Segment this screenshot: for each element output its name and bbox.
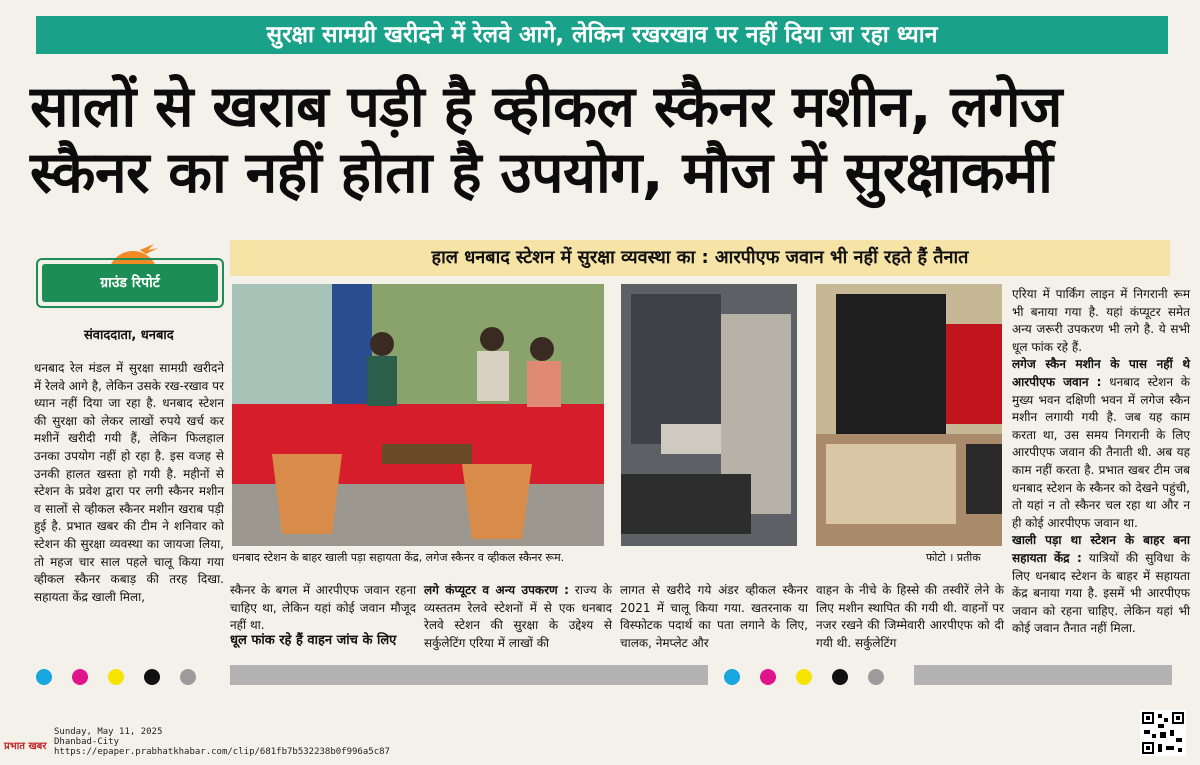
article-column-2: स्कैनर के बगल में आरपीएफ जवान रहना चाहिए था, लेकिन यहां कोई जवान मौजूद नहीं था. [230, 583, 416, 633]
byline: संवाददाता, धनबाद [84, 328, 174, 343]
article-column-1: धनबाद रेल मंडल में सुरक्षा सामग्री खरीदने में रेलवे आगे है, लेकिन उसके रख-रखाव पर ध्यान नहीं दिया जा रहा है. धनबाद स्टेशन की सुरक्षा को लेकर लाखों रुपये खर्च कर मशीनें खरीदी गयी हैं, लेकिन फिलहाल उनका उपयोग नहीं हो रहा है. इस वजह से उनकी हालत खस्ता हो गयी है. महीनों से स्टेशन के प्रवेश द्वारा पर लगी स्कैनर मशीन व सालों से व्हीकल स्कैनर मशीन खराब पड़ी हुई है. प्रभात खबर की टीम ने शनिवार को स्टेशन की सुरक्षा व्यवस्था का जायजा लिया, तो महज चार साल पहले चालू किया गया व्हीकल स्कैनर कबाड़ की तरह दिखा. सहायता केंद्र खाली मिला, [34, 361, 224, 604]
registration-dot-gray [868, 669, 884, 685]
column-2-subheading: धूल फांक रहे हैं वाहन जांच के लिए [230, 633, 397, 648]
registration-dots-left [36, 669, 216, 689]
registration-dot-black [144, 669, 160, 685]
footer-url[interactable]: https://epaper.prabhatkhabar.com/clip/681fb7b532238b0f996a5c87 [54, 747, 390, 757]
registration-dot-gray [180, 669, 196, 685]
subhead-banner: हाल धनबाद स्टेशन में सुरक्षा व्यवस्था का : आरपीएफ जवान भी नहीं रहते हैं तैनात [230, 240, 1170, 276]
footer-date: Sunday, May 11, 2025 [54, 727, 163, 737]
badge-label: ग्राउंड रिपोर्ट [42, 264, 218, 302]
registration-dot-yellow [796, 669, 812, 685]
luggage-scanner-image-icon [621, 284, 797, 546]
registration-dot-magenta [72, 669, 88, 685]
registration-dot-cyan [724, 669, 740, 685]
vehicle-scanner-room-image-icon [816, 284, 1002, 546]
column-3-text: राज्य के व्यस्ततम रेलवे स्टेशनों में से एक धनबाद रेलवे स्टेशन की सुरक्षा के उद्देश्य से सर्कुलेटिंग एरिया में लाखों की [424, 583, 613, 650]
headline-line-1: सालों से खराब पड़ी है व्हीकल स्कैनर मशीन, लगेज [30, 74, 1062, 140]
registration-dot-magenta [760, 669, 776, 685]
headline [30, 74, 1190, 206]
registration-dots-right [724, 669, 904, 689]
qr-code-icon [1140, 710, 1186, 756]
clip-footer [54, 727, 390, 757]
photo-credit: फोटो । प्रतीक [926, 551, 981, 564]
column-3-lead: लगे कंप्यूटर व अन्य उपकरण : [424, 583, 569, 597]
column-6-sub-1: लगेज स्कैन मशीन के पास नहीं थे आरपीएफ जवान : [1012, 357, 1190, 389]
article-column-5: वाहन के नीचे के हिस्से की तस्वीरें लेने के लिए मशीन स्थापित की गयी थी. वाहनों पर नजर रखने की जिम्मेवारी आरपीएफ को दी गयी थी. सर्कुलेटिंग [816, 583, 1004, 650]
column-6-text-c: यात्रियों की सुविधा के लिए धनबाद स्टेशन के बाहर में सहायता केंद्र बनाया गया है. इसमें भी आरपीएफ जवान को रहना चाहिए. लेकिन यहां भी कोई जवान तैनात नहीं मिला. [1012, 550, 1190, 636]
help-center-image-icon [232, 284, 604, 546]
photo-vehicle-scanner-room [816, 284, 1002, 546]
photo-caption: धनबाद स्टेशन के बाहर खाली पड़ा सहायता केंद्र, लगेज स्कैनर व व्हीकल स्कैनर रूम. [232, 551, 565, 564]
photo-luggage-scanner [621, 284, 797, 546]
article-column-4: लागत से खरीदे गये अंडर व्हीकल स्कैनर 2021 में चालू किया गया. खतरनाक या विस्फोटक पदार्थ का पता लगाने के लिए, चालक, नेमप्लेट और [620, 583, 808, 650]
column-6-sub-2: खाली पड़ा था स्टेशन के बाहर बना सहायता केंद्र : [1012, 533, 1190, 565]
registration-bar-left [230, 665, 708, 685]
column-6-text-a: एरिया में पार्किंग लाइन में निगरानी रूम भी बनाया गया है. यहां कंप्यूटर समेत अन्य जरूरी उपकरण भी लगे है. ये सभी धूल फांक रहे हैं. [1012, 287, 1190, 354]
article-column-6 [1012, 286, 1190, 638]
newspaper-logo: प्रभात खबर [4, 741, 47, 752]
registration-dot-cyan [36, 669, 52, 685]
headline-line-2: स्कैनर का नहीं होता है उपयोग, मौज में सुरक्षाकर्मी [30, 140, 1053, 206]
column-6-text-b: धनबाद स्टेशन के मुख्य भवन दक्षिणी भवन में लगेज स्कैन मशीन लगायी गयी है. जब यह काम करता था, उस समय निगरानी के लिए आरपीएफ जवान की तैनाती थी. अब यह काम नहीं करता है. प्रभात खबर टीम जब धनबाद स्टेशन के स्कैनर को देखने पहुंची, तो यहां न तो स्कैनर चल रहा था और न ही कोई आरपीएफ जवान था. [1012, 374, 1190, 530]
ground-report-badge [36, 258, 224, 308]
footer-edition: Dhanbad-City [54, 737, 120, 747]
registration-bar-right [914, 665, 1172, 685]
kicker-banner: सुरक्षा सामग्री खरीदने में रेलवे आगे, लेकिन रखरखाव पर नहीं दिया जा रहा ध्यान [36, 16, 1168, 54]
registration-dot-yellow [108, 669, 124, 685]
article-column-3 [424, 582, 612, 652]
photo-help-center [232, 284, 604, 546]
registration-dot-black [832, 669, 848, 685]
